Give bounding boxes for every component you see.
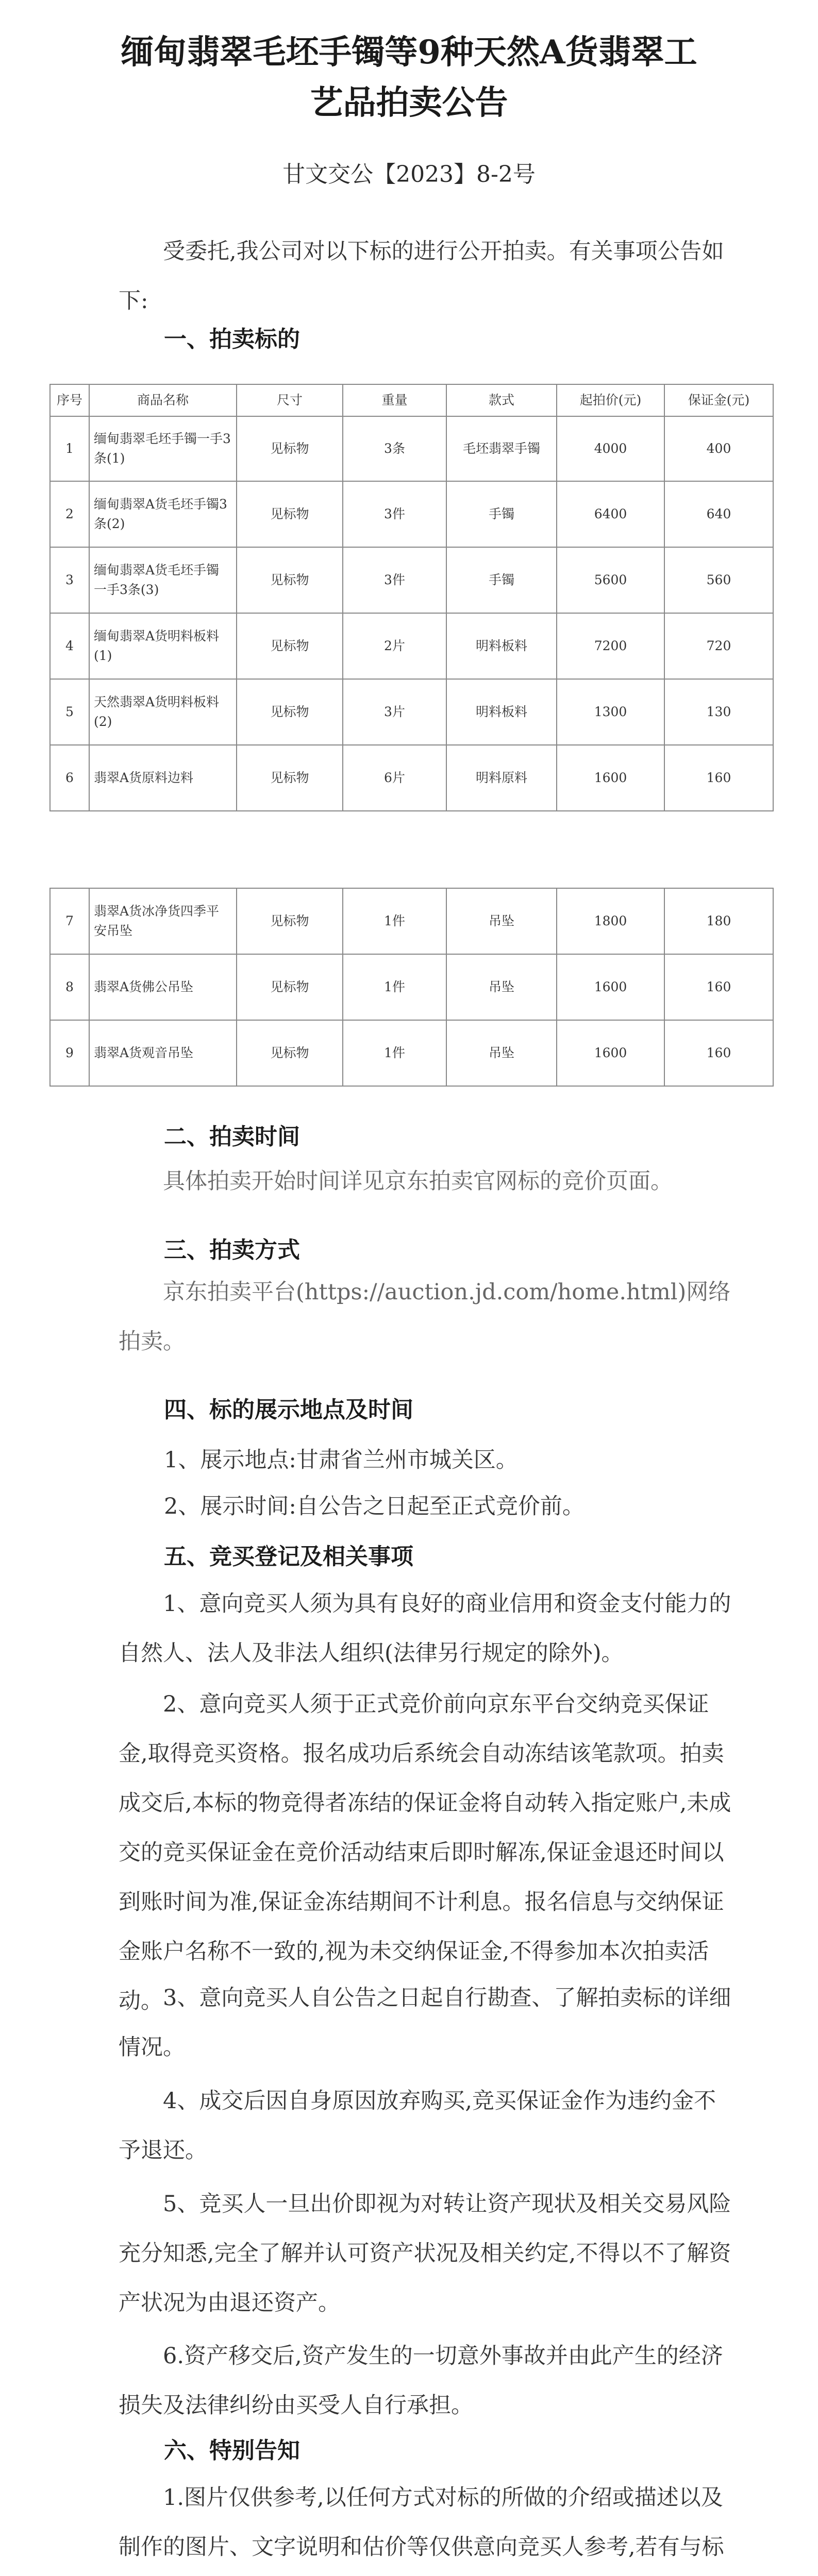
cell-name: 缅甸翡翠A货毛坯手镯3条(2) — [89, 481, 237, 547]
table-row — [50, 679, 773, 745]
cell-start-price: 1800 — [557, 888, 664, 954]
cell-weight: 1件 — [343, 1020, 446, 1086]
cell-style: 吊坠 — [446, 1020, 557, 1086]
title-line-2: 艺品拍卖公告 — [310, 83, 508, 122]
section-4-heading: 四、标的展示地点及时间 — [164, 1397, 413, 1423]
table-row — [50, 745, 773, 811]
table-row — [50, 416, 773, 481]
cell-deposit: 720 — [664, 613, 773, 679]
cell-index: 2 — [50, 481, 89, 547]
cell-weight: 3件 — [343, 547, 446, 613]
cell-index: 5 — [50, 679, 89, 745]
col-header-weight: 重量 — [343, 384, 446, 416]
section-5-p5: 5、竞买人一旦出价即视为对转让资产现状及相关交易风险充分知悉,完全了解并认可资产状况及相关约定,不得以不了解资产状况为由退还资产。 — [119, 2191, 731, 2316]
cell-style: 吊坠 — [446, 888, 557, 954]
cell-weight: 3件 — [343, 481, 446, 547]
cell-deposit: 160 — [664, 1020, 773, 1086]
section-2-text: 具体拍卖开始时间详见京东拍卖官网标的竞价页面。 — [163, 1168, 673, 1194]
cell-start-price: 6400 — [557, 481, 664, 547]
table-row — [50, 547, 773, 613]
cell-index: 4 — [50, 613, 89, 679]
document-number: 甘文交公【2023】8-2号 — [282, 161, 536, 188]
cell-index: 8 — [50, 954, 89, 1020]
cell-weight: 3片 — [343, 679, 446, 745]
cell-size: 见标物 — [237, 679, 343, 745]
section-4-item-2: 2、展示时间:自公告之日起至正式竞价前。 — [164, 1494, 585, 1519]
section-5-p2: 2、意向竞买人须于正式竞价前向京东平台交纳竞买保证金,取得竞买资格。报名成功后系统会自动冻结该笔款项。拍卖成交后,本标的物竞得者冻结的保证金将自动转入指定账户,未成交的竞买保证金在竞价活动结束后即时解冻,保证金退还时间以到账时间为准,保证金冻结期间不计利息。报名信息与交纳保证金账户名称不一致的,视为未交纳保证金,不得参加本次拍卖活动。 — [119, 1691, 731, 2014]
col-header-name: 商品名称 — [89, 384, 237, 416]
cell-start-price: 4000 — [557, 416, 664, 481]
table-row — [50, 613, 773, 679]
cell-deposit: 160 — [664, 745, 773, 811]
section-5-p1: 1、意向竞买人须为具有良好的商业信用和资金支付能力的自然人、法人及非法人组织(法律另行规定的除外)。 — [119, 1591, 731, 1666]
cell-name: 翡翠A货原料边料 — [89, 745, 237, 811]
section-3-heading: 三、拍卖方式 — [164, 1237, 300, 1263]
cell-name: 缅甸翡翠毛坯手镯一手3条(1) — [89, 416, 237, 481]
cell-style: 手镯 — [446, 547, 557, 613]
cell-style: 毛坯翡翠手镯 — [446, 416, 557, 481]
table-row — [50, 481, 773, 547]
col-header-start-price: 起拍价(元) — [557, 384, 664, 416]
cell-start-price: 1600 — [557, 954, 664, 1020]
col-header-index: 序号 — [50, 384, 89, 416]
section-6-heading: 六、特别告知 — [164, 2437, 300, 2464]
cell-size: 见标物 — [237, 416, 343, 481]
cell-start-price: 7200 — [557, 613, 664, 679]
cell-index: 6 — [50, 745, 89, 811]
cell-deposit: 560 — [664, 547, 773, 613]
cell-name: 天然翡翠A货明料板料(2) — [89, 679, 237, 745]
cell-index: 1 — [50, 416, 89, 481]
lot-table-part-1 — [49, 384, 774, 811]
col-header-size: 尺寸 — [237, 384, 343, 416]
section-2-heading: 二、拍卖时间 — [164, 1124, 300, 1150]
cell-style: 手镯 — [446, 481, 557, 547]
table-row — [50, 1020, 773, 1086]
cell-weight: 3条 — [343, 416, 446, 481]
cell-size: 见标物 — [237, 1020, 343, 1086]
lot-table-part-2 — [49, 888, 774, 1087]
section-6-p1: 1.图片仅供参考,以任何方式对标的所做的介绍或描述以及制作的图片、文字说明和估价等仅供意向竞买人参考,若有与标 — [119, 2485, 724, 2560]
table-row — [50, 888, 773, 954]
cell-name: 翡翠A货观音吊坠 — [89, 1020, 237, 1086]
cell-size: 见标物 — [237, 745, 343, 811]
table-header-row — [50, 384, 773, 416]
cell-style: 明料原料 — [446, 745, 557, 811]
section-5-p6: 6.资产移交后,资产发生的一切意外事故并由此产生的经济损失及法律纠纷由买受人自行承担。 — [119, 2343, 723, 2418]
cell-size: 见标物 — [237, 954, 343, 1020]
col-header-style: 款式 — [446, 384, 557, 416]
cell-size: 见标物 — [237, 547, 343, 613]
table-row — [50, 954, 773, 1020]
cell-name: 翡翠A货佛公吊坠 — [89, 954, 237, 1020]
cell-deposit: 640 — [664, 481, 773, 547]
section-5-p3: 3、意向竞买人自公告之日起自行勘查、了解拍卖标的详细情况。 — [119, 1985, 731, 2060]
cell-size: 见标物 — [237, 613, 343, 679]
col-header-deposit: 保证金(元) — [664, 384, 773, 416]
section-5-p4: 4、成交后因自身原因放弃购买,竞买保证金作为违约金不予退还。 — [119, 2088, 716, 2163]
section-5-heading: 五、竞买登记及相关事项 — [164, 1544, 413, 1570]
cell-deposit: 160 — [664, 954, 773, 1020]
cell-index: 9 — [50, 1020, 89, 1086]
cell-style: 明料板料 — [446, 613, 557, 679]
cell-size: 见标物 — [237, 481, 343, 547]
cell-index: 3 — [50, 547, 89, 613]
intro-paragraph: 受委托,我公司对以下标的进行公开拍卖。有关事项公告如下: — [119, 239, 724, 314]
cell-start-price: 5600 — [557, 547, 664, 613]
cell-weight: 2片 — [343, 613, 446, 679]
cell-style: 明料板料 — [446, 679, 557, 745]
cell-weight: 6片 — [343, 745, 446, 811]
cell-start-price: 1300 — [557, 679, 664, 745]
cell-start-price: 1600 — [557, 1020, 664, 1086]
cell-weight: 1件 — [343, 954, 446, 1020]
section-1-heading: 一、拍卖标的 — [164, 326, 300, 352]
section-3-text: 京东拍卖平台(https://auction.jd.com/home.html)网络拍卖。 — [119, 1279, 731, 1354]
cell-name: 缅甸翡翠A货毛坯手镯一手3条(3) — [89, 547, 237, 613]
cell-name: 缅甸翡翠A货明料板料(1) — [89, 613, 237, 679]
cell-name: 翡翠A货冰净货四季平安吊坠 — [89, 888, 237, 954]
cell-deposit: 400 — [664, 416, 773, 481]
cell-deposit: 180 — [664, 888, 773, 954]
section-4-item-1: 1、展示地点:甘肃省兰州市城关区。 — [164, 1447, 518, 1473]
cell-size: 见标物 — [237, 888, 343, 954]
cell-start-price: 1600 — [557, 745, 664, 811]
cell-weight: 1件 — [343, 888, 446, 954]
cell-deposit: 130 — [664, 679, 773, 745]
cell-index: 7 — [50, 888, 89, 954]
title-line-1: 缅甸翡翠毛坯手镯等9种天然A货翡翠工 — [121, 33, 697, 72]
cell-style: 吊坠 — [446, 954, 557, 1020]
